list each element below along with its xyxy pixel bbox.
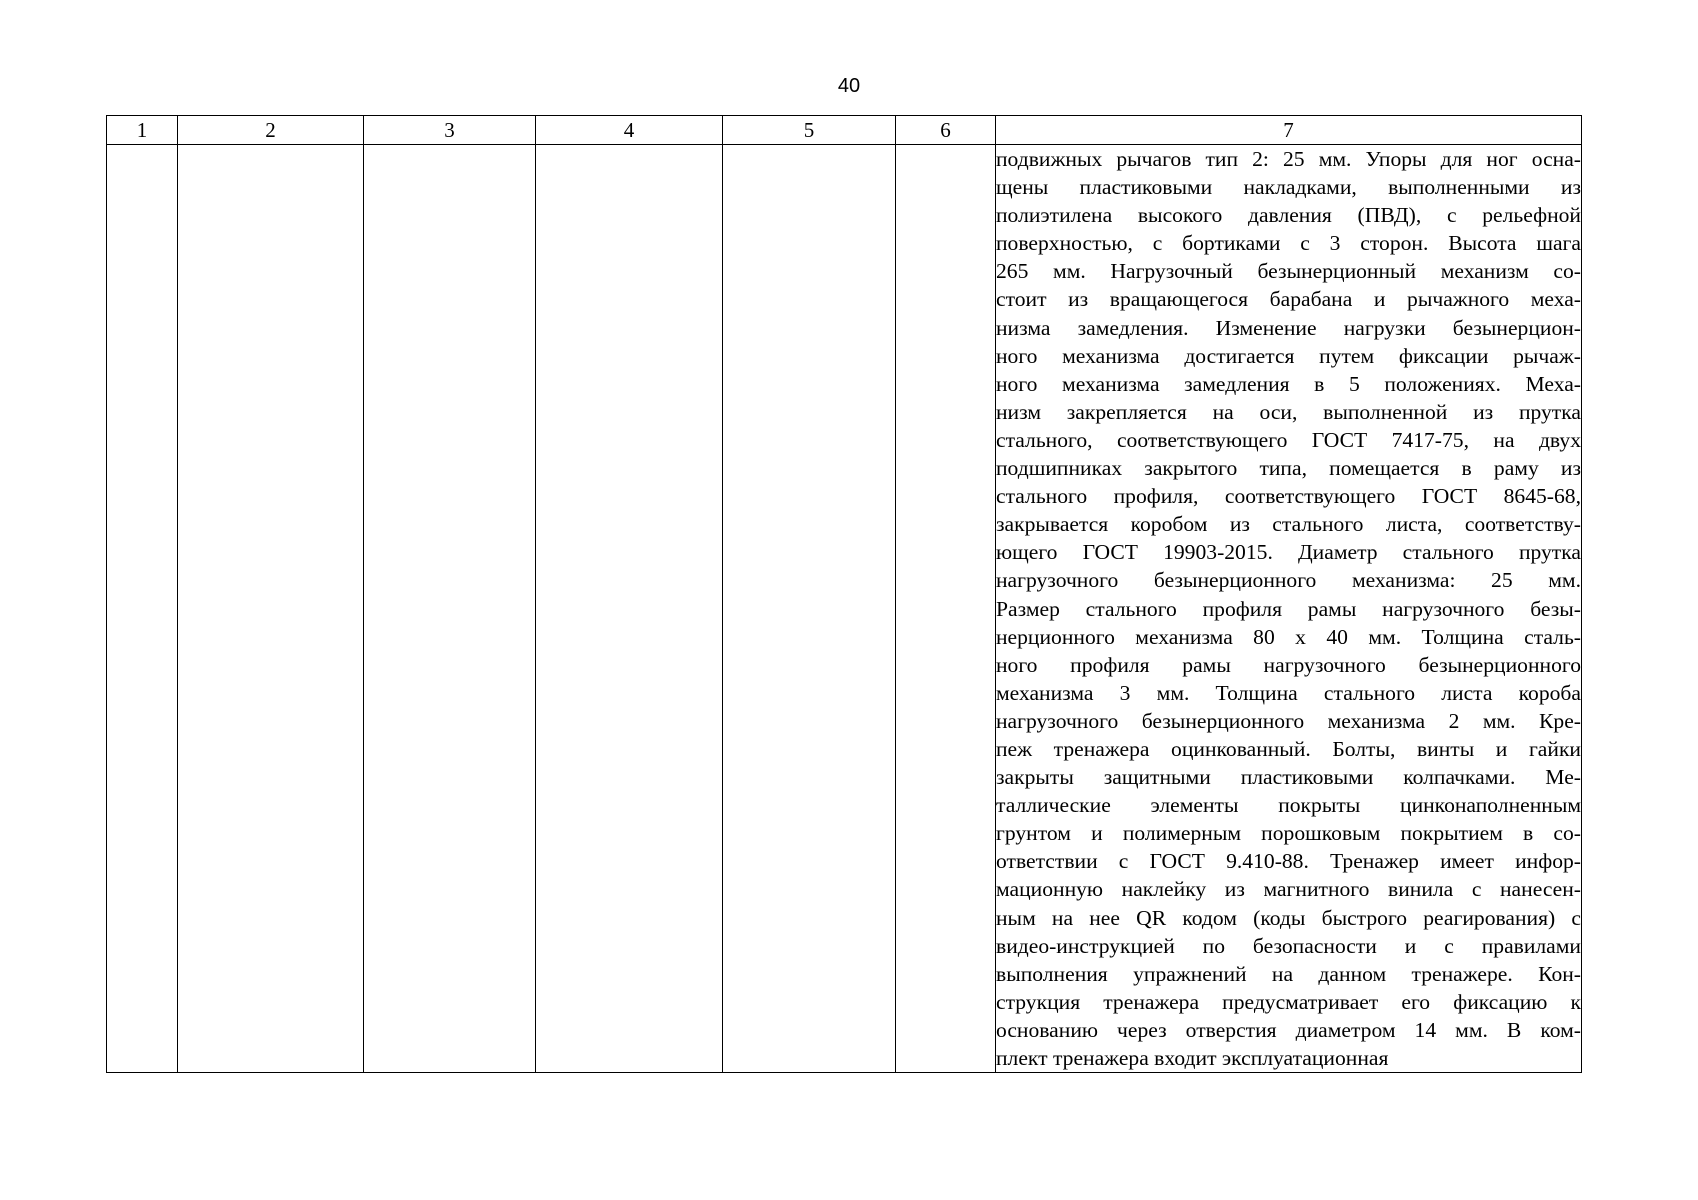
page-number: 40 bbox=[837, 75, 861, 97]
column-header-4: 4 bbox=[536, 116, 723, 145]
column-number-row bbox=[107, 116, 1582, 145]
description-line: ным на нее QR кодом (коды быстрого реагирования) с bbox=[996, 905, 1581, 930]
description-line: ного механизма достигается путем фиксации рычаж- bbox=[996, 343, 1581, 368]
cell-col-1 bbox=[107, 145, 178, 1073]
description-line: струкция тренажера предусматривает его фиксацию к bbox=[996, 989, 1581, 1014]
description-line: стального, соответствующего ГОСТ 7417-75, на двух bbox=[996, 427, 1581, 452]
description-line: ответствии с ГОСТ 9.410-88. Тренажер имеет инфор- bbox=[996, 849, 1581, 874]
description-line: мационную наклейку из магнитного винила с нанесен- bbox=[996, 877, 1581, 902]
column-header-2: 2 bbox=[178, 116, 364, 145]
description-line: механизма 3 мм. Толщина стального листа короба bbox=[996, 680, 1581, 705]
cell-col-3 bbox=[364, 145, 536, 1073]
description-line: закрыты защитными пластиковыми колпачками. Ме- bbox=[996, 765, 1581, 790]
description-line: нагрузочного безынерционного механизма 2 мм. Кре- bbox=[996, 708, 1581, 733]
description-line: плект тренажера входит эксплуатационная bbox=[996, 1046, 1389, 1070]
column-header-6: 6 bbox=[896, 116, 996, 145]
description-line: ного механизма замедления в 5 положениях. Меха- bbox=[996, 371, 1581, 396]
description-line: видео-инструкцией по безопасности и с правилами bbox=[996, 933, 1581, 958]
description-line: нагрузочного безынерционного механизма: 25 мм. bbox=[996, 568, 1581, 593]
cell-col-2 bbox=[178, 145, 364, 1073]
column-header-3: 3 bbox=[364, 116, 536, 145]
description-line: закрывается коробом из стального листа, соответству- bbox=[996, 512, 1581, 537]
description-line: ного профиля рамы нагрузочного безынерционного bbox=[996, 652, 1581, 677]
description-line: ющего ГОСТ 19903-2015. Диаметр стального прутка bbox=[996, 540, 1581, 565]
description-line: 265 мм. Нагрузочный безынерционный механизм со- bbox=[996, 259, 1581, 284]
table-row bbox=[107, 145, 1582, 1073]
description-line: поверхностью, с бортиками с 3 сторон. Высота шага bbox=[996, 231, 1581, 256]
column-header-7: 7 bbox=[996, 116, 1582, 145]
description-line: стоит из вращающегося барабана и рычажного меха- bbox=[996, 287, 1581, 312]
description-line: нерционного механизма 80 х 40 мм. Толщина сталь- bbox=[996, 624, 1581, 649]
description-line: щены пластиковыми накладками, выполненными из bbox=[996, 175, 1581, 200]
column-header-5: 5 bbox=[723, 116, 896, 145]
description-cell bbox=[996, 145, 1582, 1073]
cell-col-4 bbox=[536, 145, 723, 1073]
description-line: стального профиля, соответствующего ГОСТ 8645-68, bbox=[996, 484, 1581, 509]
cell-col-5 bbox=[723, 145, 896, 1073]
description-line: выполнения упражнений на данном тренажере. Кон- bbox=[996, 961, 1581, 986]
description-line: низм закрепляется на оси, выполненной из прутка bbox=[996, 399, 1581, 424]
description-line: грунтом и полимерным порошковым покрытием в со- bbox=[996, 821, 1581, 846]
description-line: таллические элементы покрыты цинконаполненным bbox=[996, 793, 1581, 818]
description-line: полиэтилена высокого давления (ПВД), с рельефной bbox=[996, 203, 1581, 228]
description-line: основанию через отверстия диаметром 14 мм. В ком- bbox=[996, 1017, 1581, 1042]
description-line: пеж тренажера оцинкованный. Болты, винты и гайки bbox=[996, 736, 1581, 761]
description-line: низма замедления. Изменение нагрузки безынерцион- bbox=[996, 315, 1581, 340]
description-line: подвижных рычагов тип 2: 25 мм. Упоры для ног осна- bbox=[996, 147, 1581, 171]
cell-col-6 bbox=[896, 145, 996, 1073]
description-line: Размер стального профиля рамы нагрузочного безы- bbox=[996, 596, 1581, 621]
specification-table bbox=[106, 115, 1582, 1073]
column-header-1: 1 bbox=[107, 116, 178, 145]
description-line: подшипниках закрытого типа, помещается в раму из bbox=[996, 456, 1581, 481]
